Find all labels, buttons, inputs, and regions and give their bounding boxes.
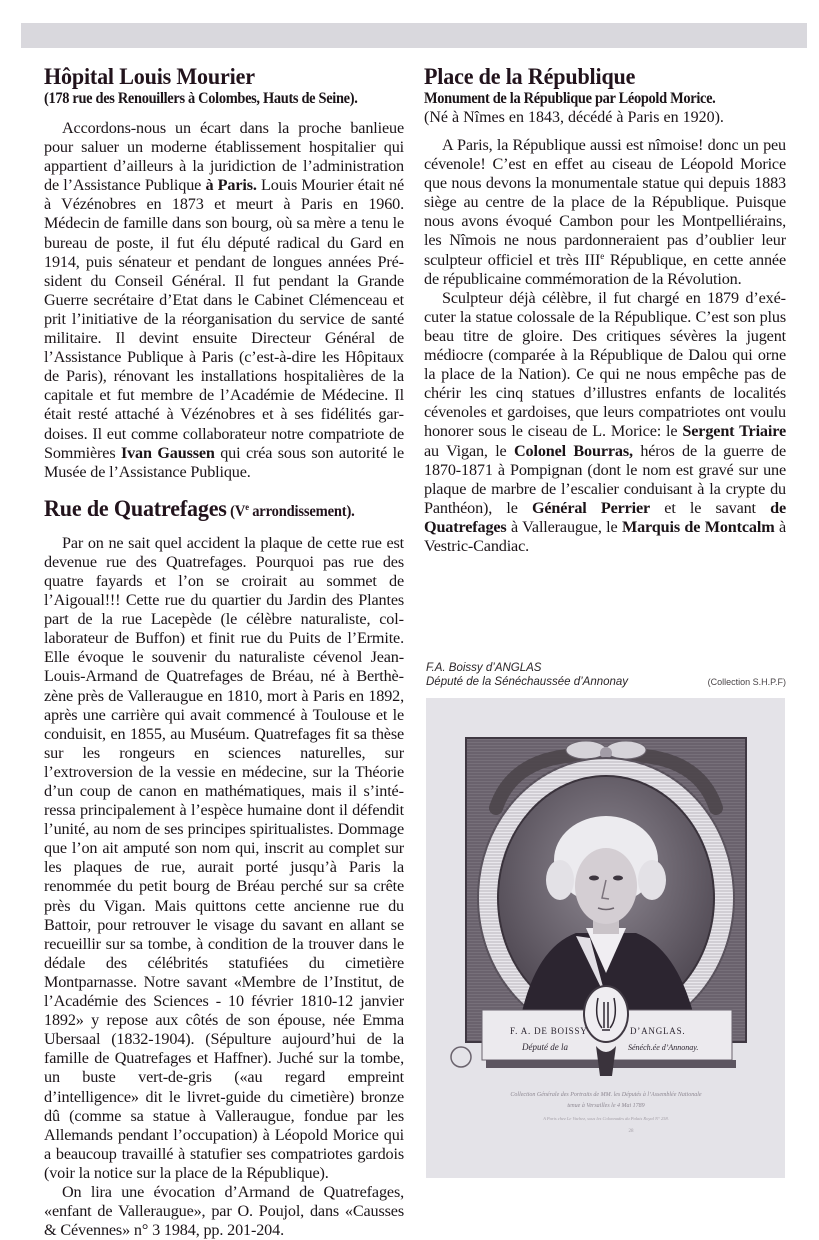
left-column — [44, 64, 404, 1240]
section-title-text: Rue de Quatrefages — [44, 495, 227, 522]
engraving-number: 28 — [628, 1129, 634, 1134]
bold-text: Colonel Bourras, — [514, 441, 633, 460]
plaque-name-right: D’ANGLAS. — [630, 1026, 686, 1036]
section-subtitle: Monument de la République par Léopold Morice. — [424, 90, 716, 107]
bold-text: à Paris. — [205, 176, 257, 195]
text-run: Accordons-nous un écart dans la proche banlieue pour saluer un moderne établissement hospitalier qui appartient d’ailleurs à la juridiction de l’administration de l’Assistance Publique — [44, 119, 404, 195]
paragraph — [44, 534, 404, 1183]
text-run: qui créa sous son autorité le Musée de l’Assistance Publique. — [44, 443, 405, 481]
section-title — [44, 496, 382, 525]
plaque-role-left: Député de la — [522, 1042, 568, 1052]
section-hopital-louis-mourier — [44, 64, 404, 482]
portrait-engraving — [426, 698, 785, 1178]
superscript: e — [600, 250, 605, 261]
engraving-note: tenue à Versailles le 4 Mai 1789 — [567, 1103, 645, 1109]
text-run: au Vigan, le — [424, 441, 514, 460]
plaque-name-left: F. A. DE BOISSY — [510, 1026, 588, 1036]
text-run: héros de la guerre de 1870-1871 à Pompignan (dont le nom est gravé sur une plaque de marbre de l’escalier conduisant à la crypte du Panthéon), le — [424, 441, 786, 517]
paragraph — [44, 119, 404, 482]
section-title: Hôpital Louis Mourier — [44, 64, 255, 90]
text-run: On lira une évocation d’Armand de Quatrefages, «enfant de Valleraugue», par O. Poujol, dans «Causses & Cévennes» n° 3 1984, pp. 201-204. — [44, 1182, 404, 1240]
section-body — [44, 119, 404, 482]
section-body — [424, 136, 786, 556]
text-run: Par on ne sait quel accident la plaque de cette rue est devenue rue des Quatrefages. Pourquoi pas rue des quatre fayards et l’on se croirait au sommet de l’Aigoual!!! Cette rue du quartier du Jardin des Plantes part de la rue Lacepède (le célèbre naturaliste, collaborateur de Buffon) et finit rue du Puits de l’Ermite. Elle évoque le souvenir du naturaliste cévenol Jean-Louis-Armand de Quatrefages de Bréau, né à Berthèzène près de Valleraugue en 1810, mort à Paris en 1892, après une carrière qui avait commencé à Toulouse et le conduisit, en 1855, au Muséum. Quatrefages fit sa thèse sur les rongeurs en sciences naturelles, sur l’extroversion de la vessie en médecine, sur la Théorie d’un coup de canon en mathématiques, mais il s’intéressa principalement à l’espèce humaine dont il défendit l’unité, au nom de ses principes spiritualistes. Dommage que l’on ait amputé son nom qui, inscrit au complet sur les plaques de rue, aurait porté jusqu’à Paris la renommée du petit bourg de Bréau perché sur sa crête près du Vigan. Mais quittons cette ancienne rue du Battoir, pour retrouver le visage du savant en allant se recueillir sur sa tombe, à condition de la trouver dans le dédale des célébrités statufiées du cimetière Montparnasse. Notre savant «Membre de l’Institut, de l’Académie des Sciences - 10 février 1810-12 janvier 1892» y repose aux côtés de son épouse, née Emma Ubersaal (1832-1904). (Sépulture aujourd’hui de la famille de Quatrefages et Haffner). Juché sur la tombe, un buste vert-de-gris («au regard empreint d’intelligence» dit le livret-guide du cimetière) bronze dû (comme sa statue à Valleraugue, fondue par les Allemands pendant l’occupation) à Léopold Morice qui a beaucoup travaillé à statufier ses compatriotes gardois (voir la notice sur la place de la République). — [44, 533, 404, 1182]
text-run: A Paris, la République aussi est nîmoise! donc un peu cévenole! C’est en effet au ciseau de Léopold Morice que nous devons la monumentale statue qui depuis 1883 siège au centre de la place de la République. Puisque nous avons évoqué Cambon pour les Montpelliérains, les Nîmois ne nous pardonneraient pas d’oublier leur sculpteur officiel et très III — [424, 136, 786, 269]
bold-text: Ivan Gaussen — [120, 443, 215, 462]
text-run: à Valleraugue, le — [506, 517, 622, 536]
caption-credit: (Collection S.H.P.F) — [707, 677, 786, 687]
bold-text: Marquis de Montcalm — [621, 517, 775, 536]
right-column — [424, 64, 786, 556]
portrait-illustration — [426, 698, 785, 1178]
text-run: République, en cette année de républicaine commémoration de la Révolution. — [424, 250, 786, 288]
section-place-de-la-republique — [424, 64, 786, 556]
caption-role: Député de la Sénéchaussée d’Annonay — [426, 676, 629, 688]
engraving-note: A Paris chez Le Vachez, sous les Colonnades du Palais Royal N° 258. — [543, 1116, 669, 1121]
engraving-note: Collection Générale des Portraits de MM. les Députés à l’Assemblée Nationale — [510, 1092, 702, 1098]
text-run: Sculpteur déjà célèbre, il fut chargé en 1879 d’exécuter la statue colossale de la République. C’est son plus beau titre de gloire. Des critiques sévères la jugent médiocre (comparée à la République de Dalou qui orne la place de la Nation). Ce qui ne nous empêche pas de chérir les cinq statues d’illustres enfants de localités cévenoles et gardoises, que leurs compatriotes ont voulu honorer sous le ciseau de L. Morice: le — [424, 288, 786, 441]
text-run: Louis Mourier était né à Vézénobres en 1873 et meurt à Paris en 1960. Médecin de famille dans son bourg, où sa mère a tenu le bureau de poste, il fut élu député radical du Gard en 1914, puis sénateur et pendant de longues années Président du Conseil Général. Il fut pendant la Grande Guerre secrétaire d’Etat dans le Cabinet Clémenceau et prit l’initiative de la réorganisation du service de santé militaire. Il devint ensuite Directeur Général de l’Assistance Publique à Paris (c’est-à-dire les Hôpitaux de Paris), rénovant les installations hospitalières de la capitale et fut membre de l’Académie de Médecine. Il était resté attaché à Vézénobres et à ses fidélités gardoises. Il eut comme collaborateur notre compatriote de Sommières — [44, 176, 404, 462]
header-band — [21, 23, 807, 48]
plaque-role-right: Sénéch.ée d’Annonay. — [628, 1043, 699, 1052]
section-subtitle-dates: (Né à Nîmes en 1843, décédé à Paris en 1920). — [424, 109, 724, 126]
lyre-medallion — [584, 986, 628, 1042]
section-title: Place de la République — [424, 64, 636, 90]
text-run: à Vestric-Candiac. — [424, 517, 786, 555]
bold-text: Sergent Triaire — [682, 422, 786, 441]
bold-text: Général Perrier — [531, 498, 651, 517]
figure-caption — [426, 661, 786, 689]
section-rue-de-quatrefages — [44, 496, 404, 1240]
paragraph — [424, 136, 786, 289]
section-title-suffix: (Ve arrondissement). — [226, 501, 355, 520]
paragraph — [424, 289, 786, 556]
bold-text: de Quatrefages — [424, 498, 786, 536]
text-run: et le savant — [650, 498, 771, 517]
paragraph — [44, 1183, 404, 1240]
section-body — [44, 534, 404, 1240]
section-subtitle: (178 rue des Renouillers à Colombes, Hauts de Seine). — [44, 90, 358, 107]
caption-name: F.A. Boissy d’ANGLAS — [426, 662, 542, 674]
